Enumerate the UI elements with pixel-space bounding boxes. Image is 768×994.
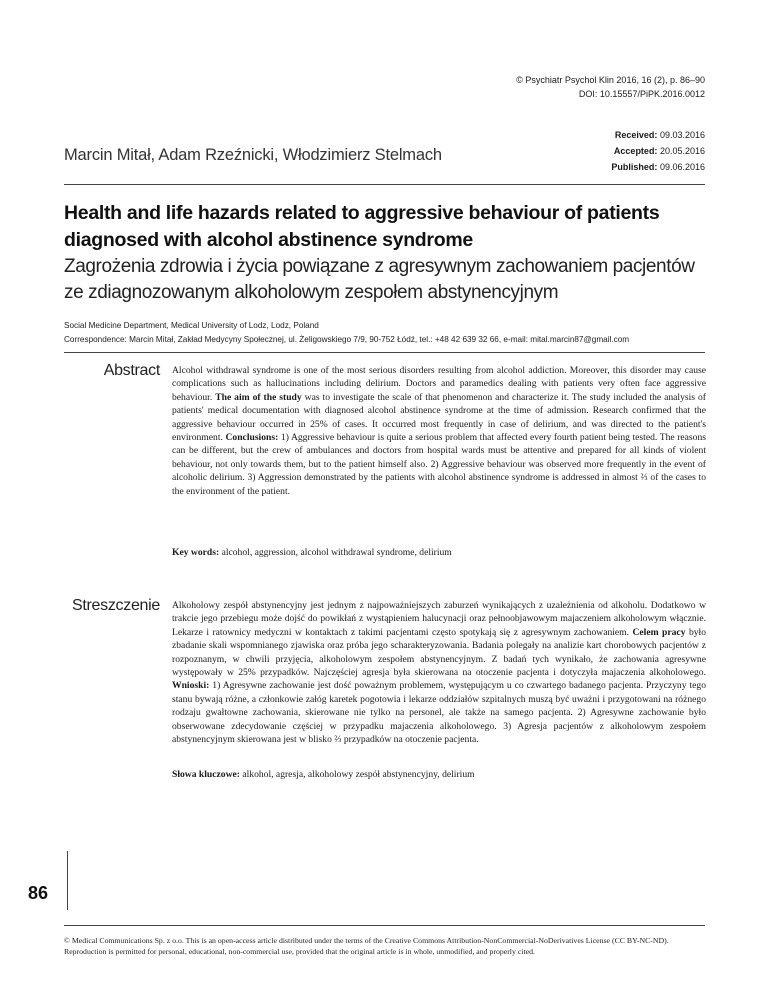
doi-line: DOI: 10.15557/PiPK.2016.0012 [578,89,705,99]
received-date: Received: 09.03.2016 [614,130,705,140]
journal-citation [516,73,705,101]
page-number-bar [67,851,68,910]
subtitle-line-1: Zagrożenia zdrowia i życia powiązane z agresywnym zachowaniem pacjentów [64,256,695,277]
top-divider [64,184,705,185]
subtitle-line-2: ze zdiagnozowanym alkoholowym zespołem abstynencyjnym [64,282,559,303]
affiliation: Social Medicine Department, Medical University of Lodz, Lodz, Poland [64,321,319,330]
article-dates [611,127,705,175]
streszczenie-label: Streszczenie [72,597,160,614]
citation-line: © Psychiatr Psychol Klin 2016, 16 (2), p. 86–90 [516,75,705,85]
abstract-text: Alcohol withdrawal syndrome is one of the most serious disorders resulting from alcohol addiction. Moreover, this disorder may cause complications such as hallucinations including delirium. Doctors and paramedics dealing with patients very often face aggressive behaviour. The aim of the study was to investigate the scale of that phenomenon and characterize it. The study included the analysis of patients' medical documentation with diagnosed alcohol abstinence syndrome at the time of admission. Research confirmed that the aggressive behaviour occurred in 25% of cases. It occurred most frequently in case of delirium, and was directed to the patient's environment. Conclusions: 1) Aggressive behaviour is quite a serious problem that affected every fourth patient being tested. The reasons can be different, but the crew of ambulances and doctors from hospital wards must be attentive and prepared for all kinds of violent behaviour, not only towards them, but to the patient himself also. 2) Aggressive behaviour was observed more frequently in the event of alcoholic delirium. 3) Aggression demonstrated by the patients with alcohol abstinence syndrome is addressed in almost ⅔ of the cases to the environment of the patient. [172,365,706,497]
streszczenie-aim-label: Celem pracy [632,626,686,638]
abstract-keywords: Key words: alcohol, aggression, alcohol withdrawal syndrome, delirium [172,547,452,558]
abstract-aim-label: The aim of the study [215,391,302,403]
abstract-conclusions-label: Conclusions: [225,432,279,444]
authors: Marcin Mitał, Adam Rzeźnicki, Włodzimierz Stelmach [64,146,442,164]
streszczenie-text: Alkoholowy zespół abstynencyjny jest jednym z najpoważniejszych zaburzeń wynikających z uzależnienia od alkoholu. Dodatkowo w trakcie jego przebiegu może dojść do powikłań z wystąpieniem halucynacji oraz pełnoobjawowym majaczeniem alkoholowym włącznie. Lekarze i ratownicy medyczni w kontaktach z takimi pacjentami często spotykają się z agresywnym zachowaniem. Celem pracy było zbadanie skali wspomnianego zjawiska oraz próba jego scharakteryzowania. Badania polegały na analizie kart chorobowych pacjentów z rozpoznanym, w chwili przyjęcia, alkoholowym zespołem abstynencyjnym. Z badań tych wynikało, że zachowania agresywne występowały w 25% przypadków. Najczęściej agresja była skierowana na otoczenie pacjenta i dotyczyła majaczenia alkoholowego. Wnioski: 1) Agresywne zachowanie jest dość poważnym problemem, występującym u co czwartego badanego pacjenta. Przyczyny tego stanu bywają różne, a członkowie załóg karetek pogotowia i lekarze oddziałów szpitalnych muszą być uważni i przygotowani na różnego rodzaju gwałtowne zachowania, skierowane nie tylko na personel, ale także na samego pacjenta. 2) Agresywne zachowanie było obserwowane zdecydowanie częściej w przypadku majaczenia alkoholowego. 3) Agresja pacjentów z alkoholowym zespołem abstynencyjnym skierowana jest w blisko ⅔ przypadków na otoczenie pacjenta. [172,600,707,746]
footer-divider [64,925,705,926]
license-notice: © Medical Communications Sp. z o.o. This is an open-access article distributed under the terms of the Creative Commons Attribution-NonCommercial-NoDerivatives License (CC BY-NC-ND). Reproduction is permitted for personal, educational, non-commercial use, provided that the original article is in whole, unmodified, and properly cited. [64,936,669,956]
correspondence: Correspondence: Marcin Mitał, Zakład Medycyny Społecznej, ul. Żeligowskiego 7/9, 90-752 Łódź, tel.: +48 42 639 32 66, e-mail: mital.marcin87@gmail.com [64,335,630,344]
abstract-label: Abstract [103,362,160,379]
accepted-date: Accepted: 20.05.2016 [613,146,705,156]
article-subtitle [64,254,704,306]
streszczenie-keywords: Słowa kluczowe: alkohol, agresja, alkoholowy zespół abstynencyjny, delirium [172,769,475,780]
affiliation-block [64,319,629,347]
streszczenie-conclusions-label: Wnioski: [172,680,210,692]
affiliation-divider [64,352,705,353]
title-line-2: diagnosed with alcohol abstinence syndrome [64,229,473,251]
title-line-1: Health and life hazards related to aggressive behaviour of patients [64,202,660,224]
article-title [64,200,704,254]
page-number: 86 [28,883,49,903]
published-date: Published: 09.06.2016 [611,162,705,172]
